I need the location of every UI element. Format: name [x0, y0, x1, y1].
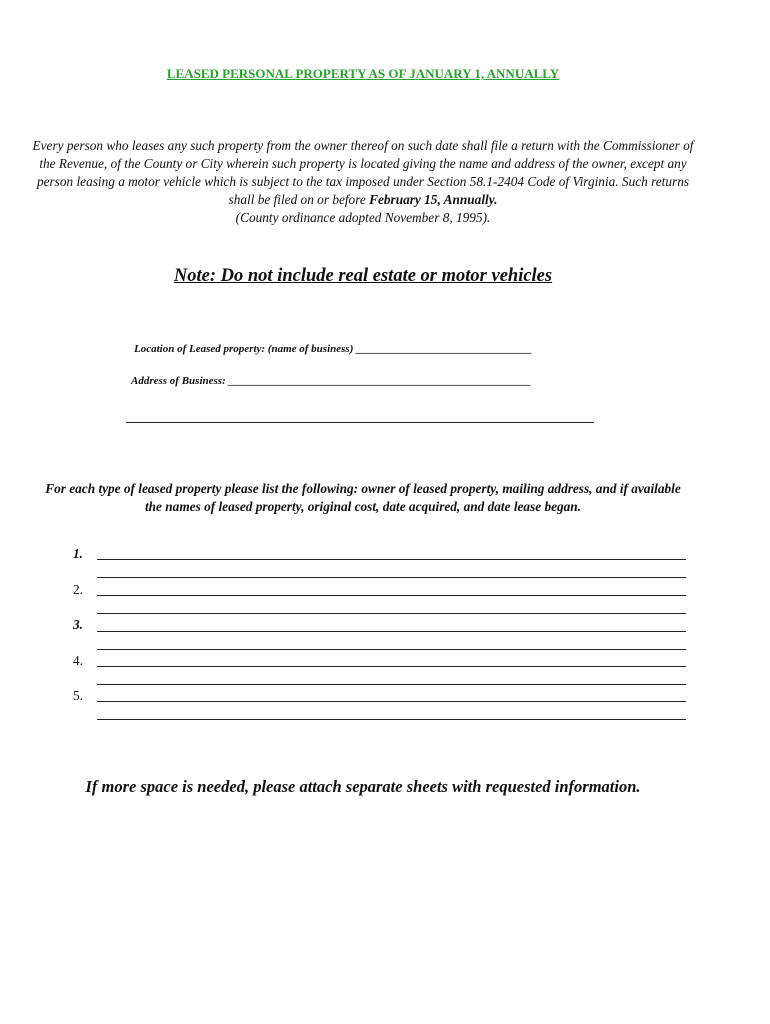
- entry-line-5b[interactable]: [97, 719, 686, 720]
- footer-note: If more space is needed, please attach separate sheets with requested information.: [85, 777, 641, 796]
- entry-number-2: 2.: [73, 582, 83, 597]
- entry-line-2b[interactable]: [97, 613, 686, 614]
- instructions: For each type of leased property please list the following: owner of leased property, mailing address, and if available the names of leased property, original cost, date acquired, and date lease began.: [45, 481, 681, 514]
- entry-line-3b[interactable]: [97, 649, 686, 650]
- address-field[interactable]: Address of Business: _______________________________________________________: [131, 375, 531, 387]
- entry-line-4a[interactable]: [97, 666, 686, 667]
- deadline-period: .: [494, 192, 498, 207]
- address-continuation-line[interactable]: [126, 422, 594, 423]
- location-field[interactable]: Location of Leased property: (name of business) ________________________________: [134, 343, 533, 355]
- intro-text: Every person who leases any such property from the owner thereof on such date shall file a return with the Commissioner of the Revenue, of the County or City wherein such property is located giving the name and address of the owner, except any person leasing a motor vehicle which is subject to the tax imposed under Section 58.1-2404 Code of Virginia. Such returns shall be filed on or before: [32, 138, 694, 207]
- entry-number-5: 5.: [73, 688, 83, 703]
- intro-paragraph: [30, 137, 696, 227]
- entry-line-4b[interactable]: [97, 684, 686, 685]
- entry-number-1: 1.: [73, 546, 83, 561]
- document-title: LEASED PERSONAL PROPERTY AS OF JANUARY 1, ANNUALLY: [166, 66, 560, 81]
- entry-number-3: 3.: [73, 617, 83, 632]
- entry-line-3a[interactable]: [97, 631, 686, 632]
- exclusion-note: Note: Do not include real estate or motor vehicles: [173, 266, 553, 286]
- entry-line-1b[interactable]: [97, 577, 686, 578]
- entry-line-1a[interactable]: [97, 559, 686, 560]
- entry-number-4: 4.: [73, 653, 83, 668]
- entry-line-2a[interactable]: [97, 595, 686, 596]
- entry-line-5a[interactable]: [97, 701, 686, 702]
- ordinance-note: (County ordinance adopted November 8, 1995).: [235, 210, 491, 225]
- filing-deadline: February 15, Annually: [369, 192, 495, 207]
